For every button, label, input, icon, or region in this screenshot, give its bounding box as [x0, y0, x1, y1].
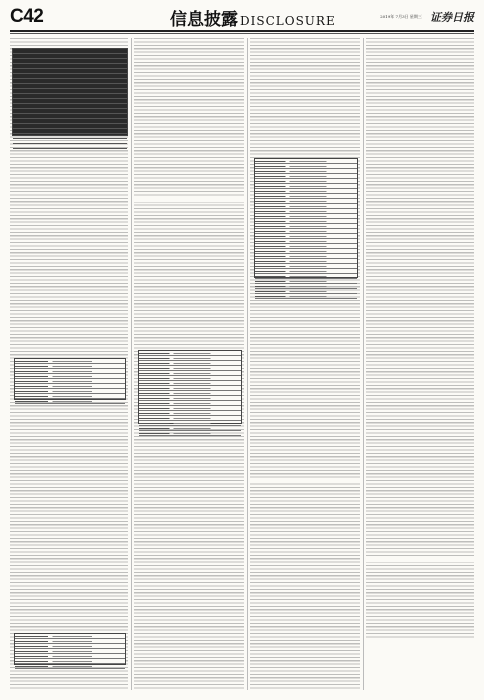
column-divider: [247, 38, 248, 690]
disclosure-table: [14, 633, 126, 665]
section-title-cn: 信息披露: [170, 10, 238, 30]
section-title: [170, 5, 336, 30]
disclosure-table: [12, 48, 128, 136]
paragraph-gap: [134, 198, 244, 202]
text-column-4: [366, 38, 474, 690]
text-column-3: [250, 38, 360, 690]
header-rule-thin: [10, 33, 474, 34]
column-divider: [131, 38, 132, 690]
signature-block: [366, 638, 474, 690]
paragraph-gap: [250, 478, 360, 482]
disclosure-table: [254, 158, 358, 278]
article-body: [10, 38, 474, 690]
masthead: [380, 6, 474, 25]
newspaper-logo: 证券日报: [430, 10, 474, 24]
page-header: [0, 0, 484, 38]
section-title-en: DISCLOSURE: [240, 14, 336, 28]
column-divider: [363, 38, 364, 690]
disclosure-table: [138, 350, 242, 424]
paragraph-gap: [366, 558, 474, 562]
date-line: 2019年 7月3日 星期三: [380, 13, 422, 19]
header-rule: [10, 30, 474, 32]
page-number: C42: [10, 6, 44, 27]
disclosure-table: [14, 358, 126, 400]
